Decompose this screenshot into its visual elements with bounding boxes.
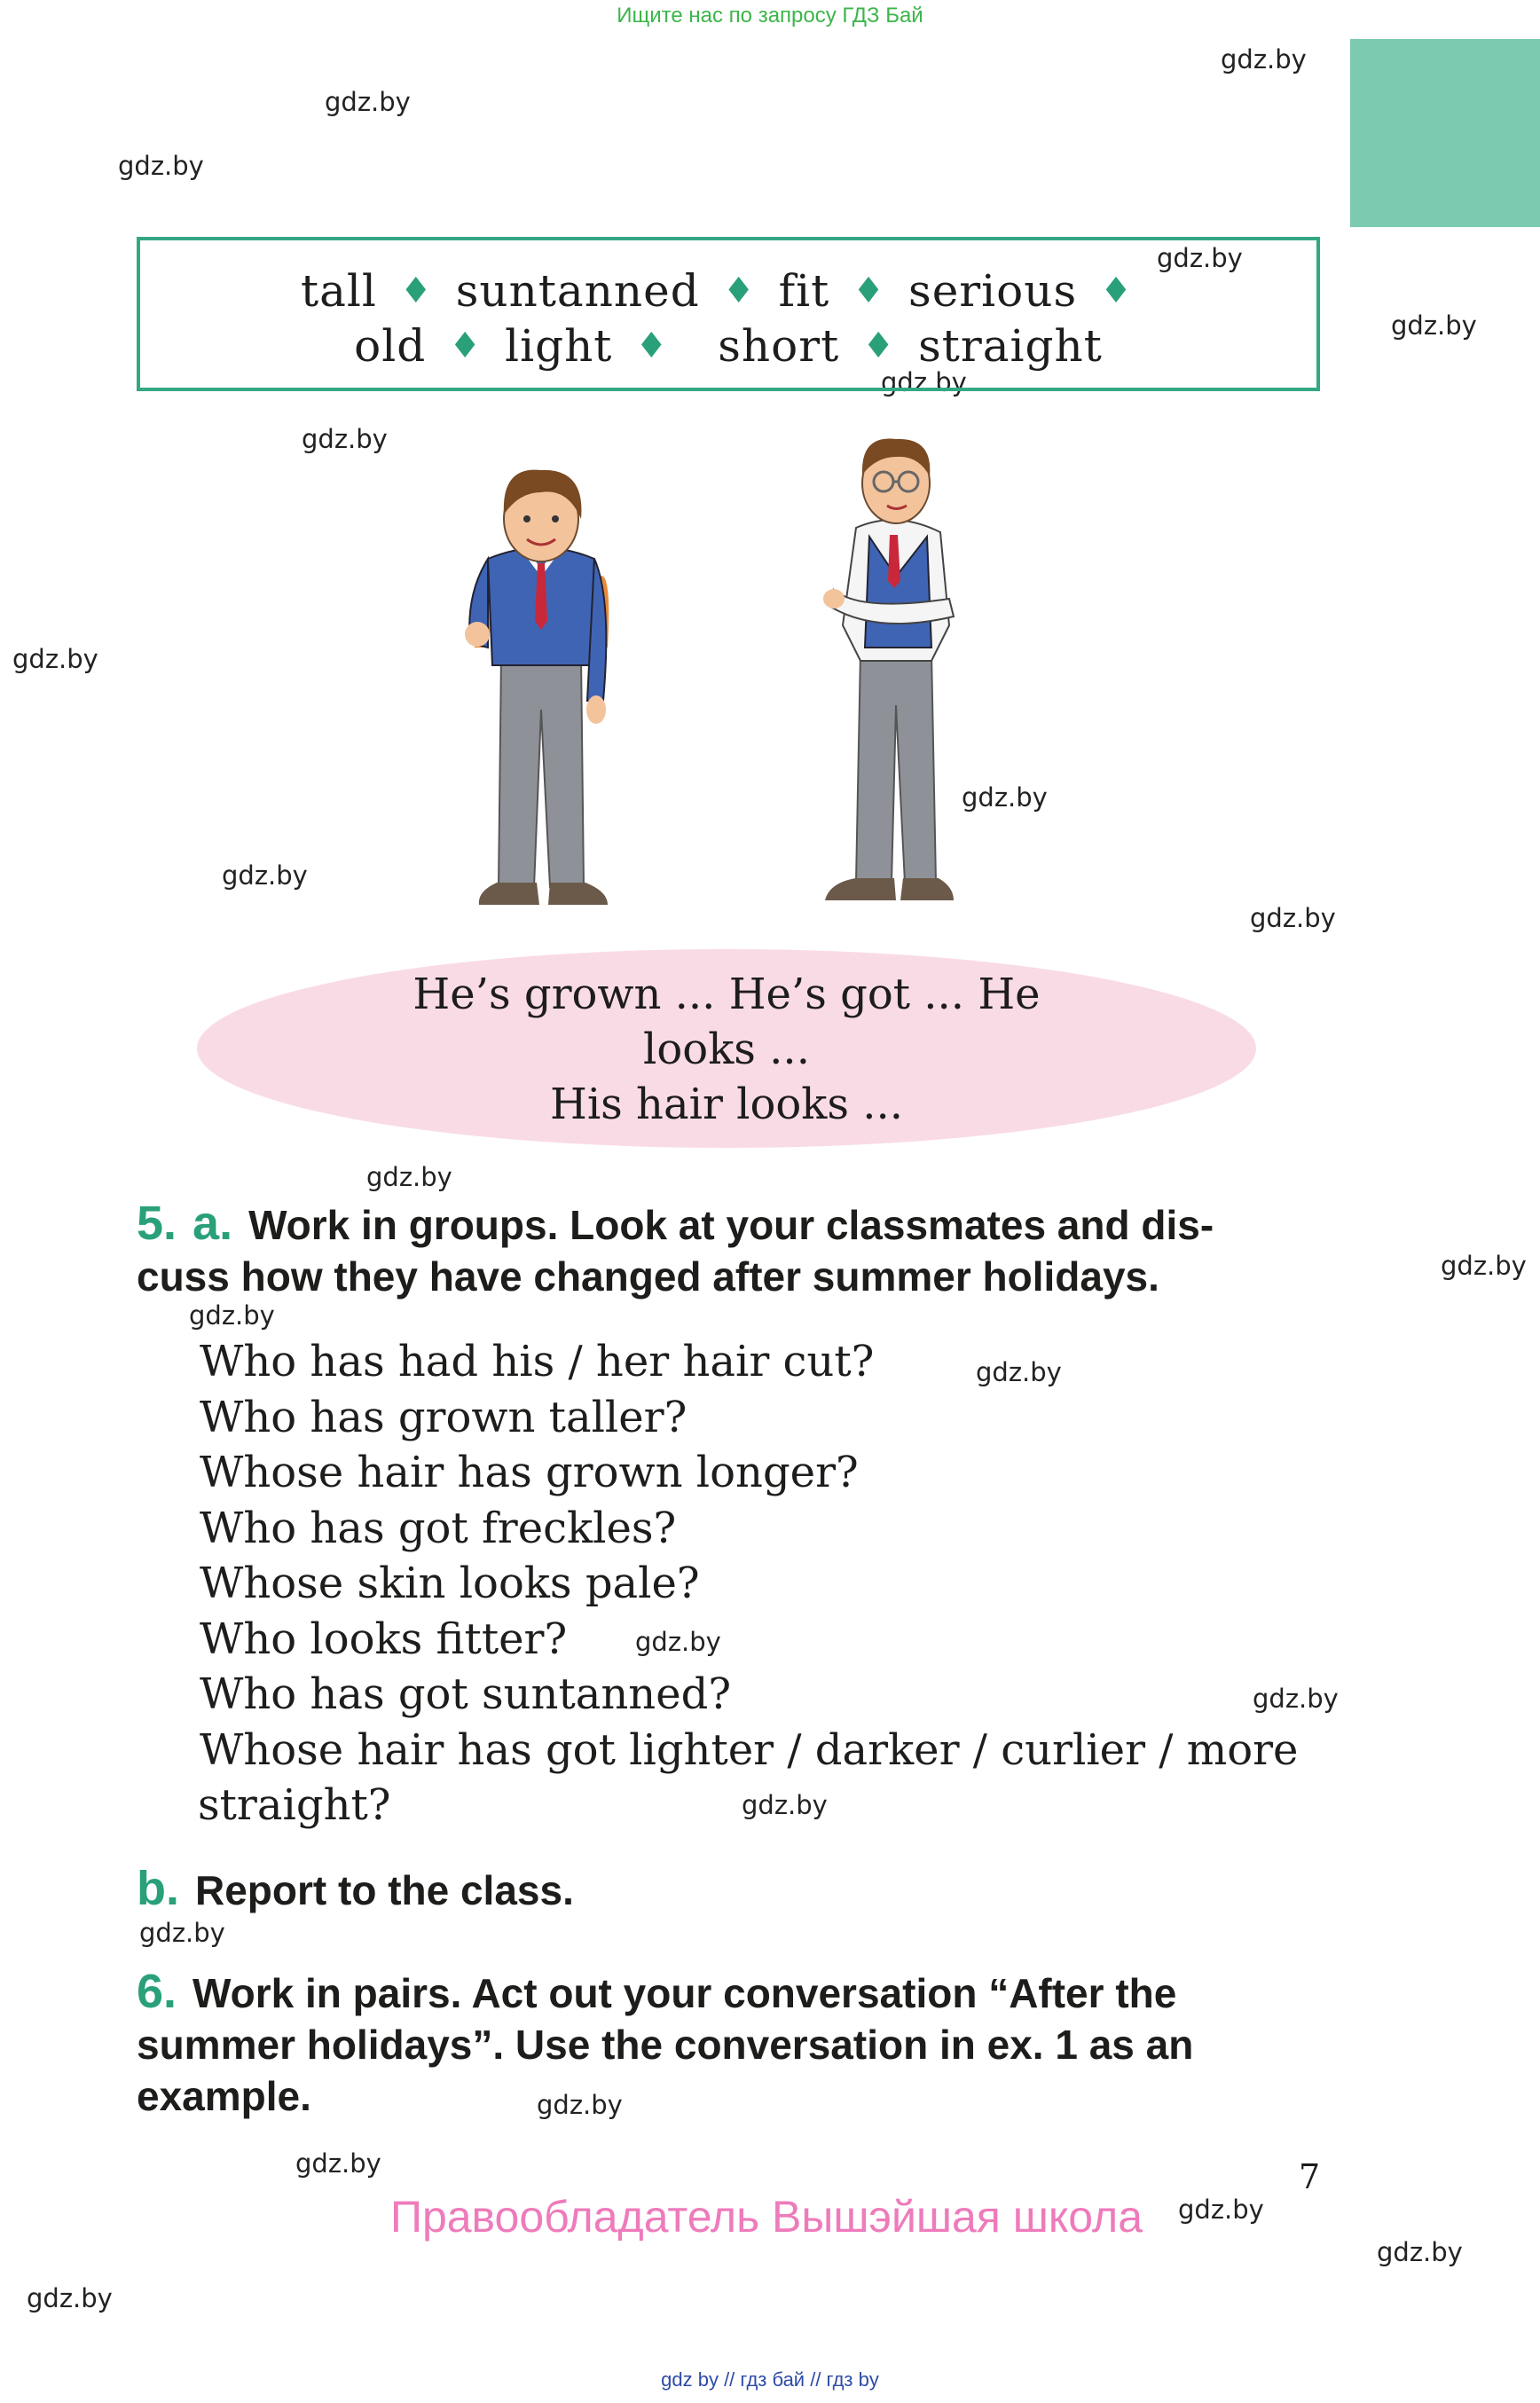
speech-line: looks ...: [643, 1025, 810, 1074]
watermark: gdz.by: [139, 1918, 225, 1948]
instruction-text: Report to the class.: [195, 1867, 574, 1913]
diamond-separator-icon: ♦: [852, 271, 886, 311]
watermark: gdz.by: [1253, 1684, 1339, 1714]
diamond-separator-icon: ♦: [722, 271, 756, 311]
watermark: gdz.by: [222, 860, 308, 891]
watermark: gdz.by: [976, 1357, 1062, 1387]
vocab-word: serious: [908, 265, 1078, 317]
watermark: gdz.by: [742, 1790, 828, 1820]
watermark: gdz.by: [1391, 310, 1477, 341]
instruction-text: Work in pairs. Act out your conversation “After the: [192, 1970, 1177, 2016]
diamond-separator-icon: ♦: [635, 326, 669, 366]
watermark: gdz.by: [881, 367, 967, 397]
watermark: gdz.by: [1221, 44, 1307, 75]
boy-with-glasses-illustration: [807, 421, 985, 918]
copyright-notice: Правообладатель Вышэйшая школа: [390, 2192, 1143, 2242]
task-number: 6.: [137, 1965, 177, 2018]
task-part-label: b.: [137, 1862, 179, 1915]
instruction-text: cuss how they have changed after summer holidays.: [137, 1253, 1159, 1300]
speech-bubble: [197, 949, 1256, 1148]
vocab-word: straight: [918, 320, 1103, 372]
watermark: gdz.by: [302, 424, 388, 454]
watermark: gdz.by: [962, 782, 1048, 813]
diamond-separator-icon: ♦: [399, 271, 433, 311]
top-search-link[interactable]: Ищите нас по запросу ГДЗ Бай: [617, 4, 923, 27]
watermark: gdz.by: [12, 644, 98, 674]
instruction-text: example.: [137, 2073, 311, 2119]
question-item: Who has grown taller?: [200, 1392, 688, 1442]
watermark: gdz.by: [1377, 2237, 1463, 2267]
vocabulary-line-2: [140, 320, 1316, 372]
watermark: gdz.by: [1250, 903, 1336, 933]
instruction-text: summer holidays”. Use the conversation in ex. 1 as an: [137, 2022, 1194, 2068]
vocab-word: old: [354, 320, 427, 372]
task-6-instruction: [137, 1966, 1325, 2122]
watermark: gdz.by: [118, 151, 204, 181]
boy-with-backpack-illustration: [435, 444, 648, 923]
instruction-text: Work in groups. Look at your classmates and dis-: [248, 1202, 1214, 1248]
footer-links[interactable]: gdz by // гдз бай // гдз by: [661, 2368, 879, 2391]
watermark: gdz.by: [537, 2090, 623, 2120]
question-item: Who has had his / her hair cut?: [200, 1337, 875, 1386]
task-5a-instruction: [137, 1198, 1325, 1302]
question-item: Whose skin looks pale?: [200, 1559, 700, 1608]
vocab-word: short: [718, 320, 840, 372]
question-list: [200, 1334, 1353, 1834]
question-item: Who has got freckles?: [200, 1503, 677, 1553]
vocab-word: fit: [778, 265, 830, 317]
vocab-word: light: [505, 320, 613, 372]
task-number: 5.: [137, 1197, 177, 1250]
watermark: gdz.by: [1178, 2195, 1264, 2225]
question-item: Who has got suntanned?: [200, 1669, 732, 1719]
diamond-separator-icon: ♦: [862, 326, 896, 366]
vocabulary-line-1: [140, 265, 1316, 317]
corner-color-block: [1350, 39, 1540, 227]
speech-line: His hair looks ...: [549, 1080, 904, 1129]
question-item: Whose hair has got lighter / darker / curlier / more: [200, 1724, 1299, 1775]
question-item: straight?: [198, 1780, 391, 1830]
task-part-label: a.: [192, 1197, 233, 1250]
vocabulary-box: [137, 237, 1320, 391]
watermark: gdz.by: [1157, 243, 1243, 273]
page-number: 7: [1299, 2157, 1321, 2196]
watermark: gdz.by: [366, 1162, 452, 1192]
question-item: Whose hair has grown longer?: [200, 1448, 859, 1497]
speech-line: He’s grown ... He’s got ... He: [412, 970, 1041, 1019]
diamond-separator-icon: ♦: [1100, 271, 1133, 311]
task-5b-instruction: [137, 1863, 1325, 1916]
watermark: gdz.by: [325, 87, 411, 117]
vocab-word: tall: [301, 265, 377, 317]
diamond-separator-icon: ♦: [449, 326, 483, 366]
watermark: gdz.by: [1441, 1251, 1527, 1281]
watermark: gdz.by: [27, 2283, 113, 2313]
watermark: gdz.by: [295, 2148, 381, 2179]
question-item: Who looks fitter?: [200, 1614, 568, 1664]
watermark: gdz.by: [189, 1300, 275, 1331]
vocab-word: suntanned: [455, 265, 700, 317]
watermark: gdz.by: [635, 1627, 721, 1657]
